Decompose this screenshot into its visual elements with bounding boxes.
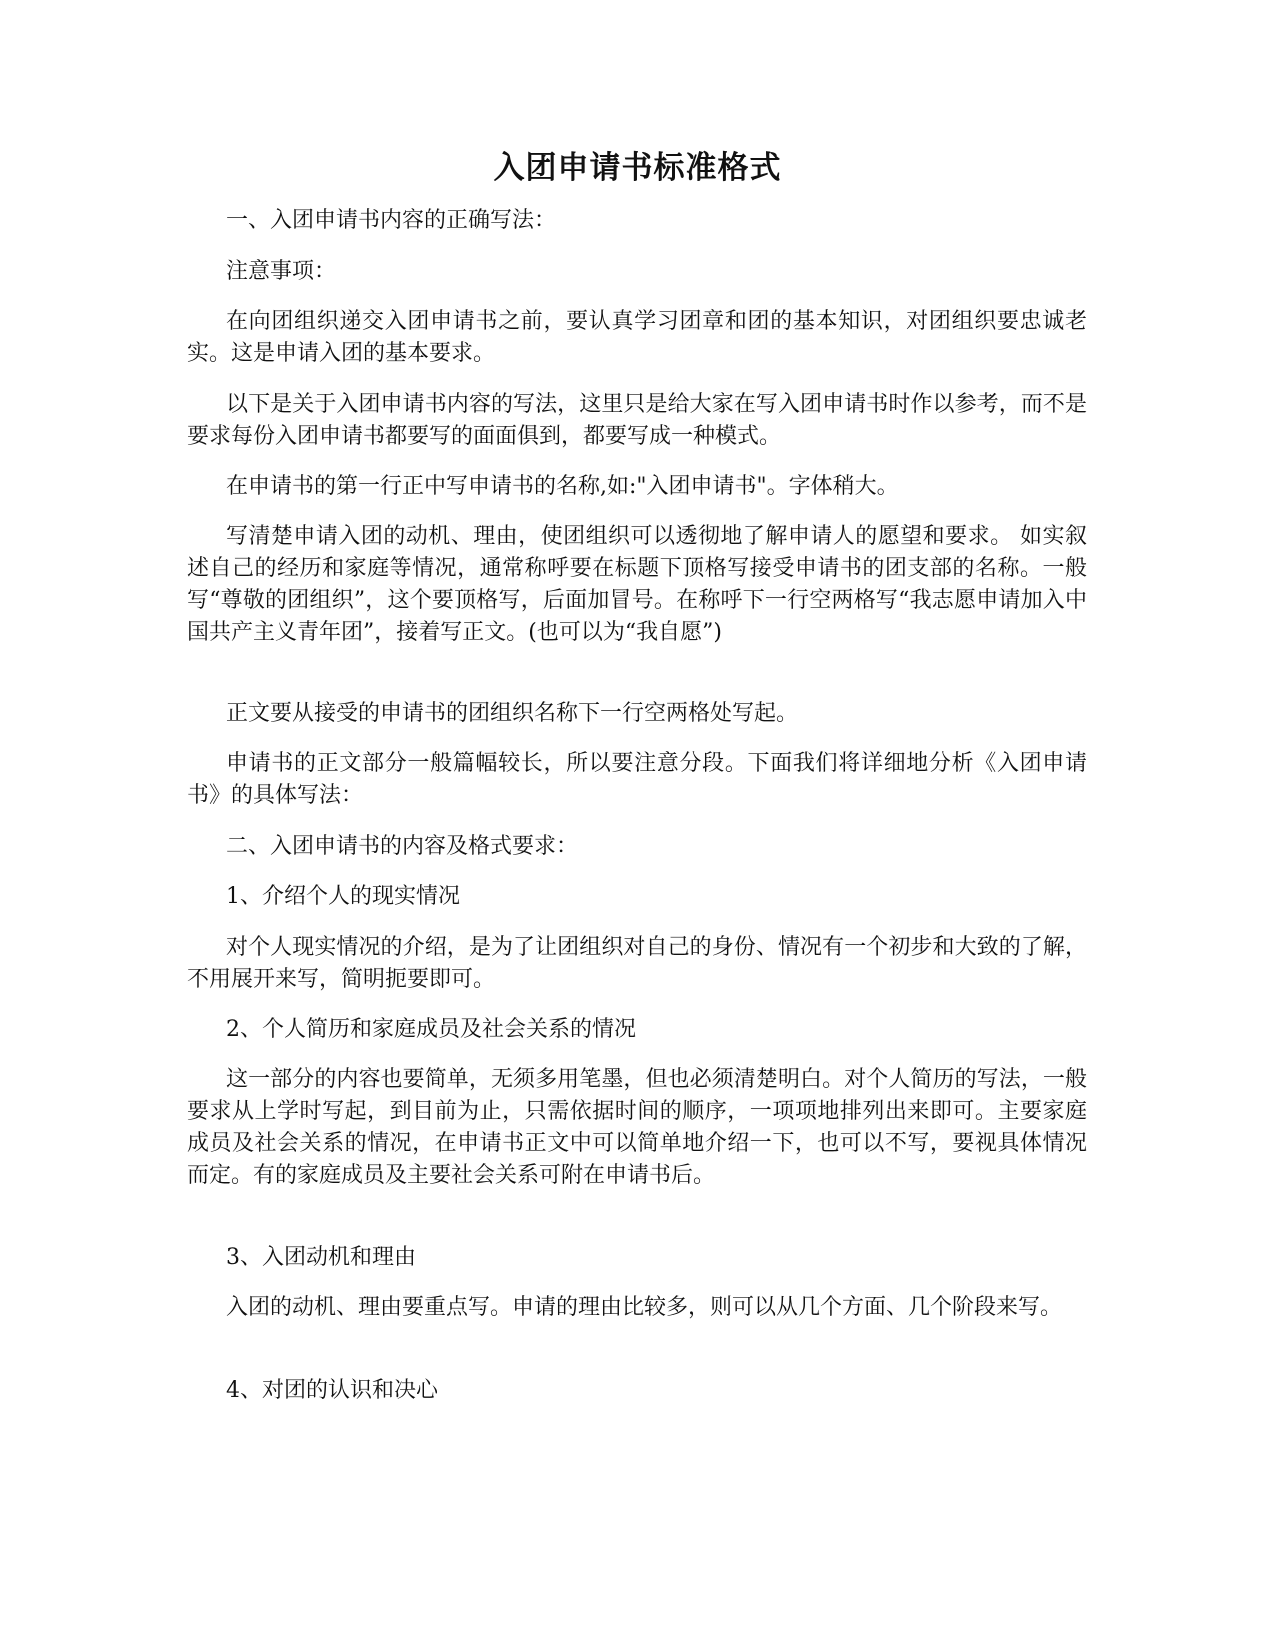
section-heading-1: 一、入团申请书内容的正确写法： [226,208,557,233]
numbered-heading-1: 1、介绍个人的现实情况 [226,884,460,909]
numbered-heading-4: 4、对团的认识和决心 [226,1378,438,1403]
paragraph: 对个人现实情况的介绍，是为了让团组织对自己的身份、情况有一个初步和大致的了解，不用展开来写，简明扼要即可。 [187,935,1087,992]
paragraph: 在申请书的第一行正中写申请书的名称,如:"入团申请书"。字体稍大。 [226,474,899,499]
paragraph: 申请书的正文部分一般篇幅较长，所以要注意分段。下面我们将详细地分析《入团申请书》的具体写法： [187,751,1087,808]
paragraph: 注意事项： [226,259,337,284]
paragraph: 入团的动机、理由要重点写。申请的理由比较多，则可以从几个方面、几个阶段来写。 [226,1295,1063,1320]
numbered-heading-3: 3、入团动机和理由 [226,1245,416,1270]
document-title: 入团申请书标准格式 [493,150,782,186]
paragraph: 写清楚申请入团的动机、理由，使团组织可以透彻地了解申请人的愿望和要求。 如实叙述自己的经历和家庭等情况，通常称呼要在标题下顶格写接受申请书的团支部的名称。一般写“尊敬的团组织”，这个要顶格写，后面加冒号。在称呼下一行空两格写“我志愿申请加入中国共产主义青年团”，接着写正文。(也可以为“我自愿”) [187,524,1087,645]
numbered-heading-2: 2、个人简历和家庭成员及社会关系的情况 [226,1017,636,1042]
paragraph: 正文要从接受的申请书的团组织名称下一行空两格处写起。 [226,701,799,726]
paragraph: 在向团组织递交入团申请书之前，要认真学习团章和团的基本知识，对团组织要忠诚老实。这是申请入团的基本要求。 [187,309,1087,366]
section-heading-2: 二、入团申请书的内容及格式要求： [226,834,579,859]
paragraph: 这一部分的内容也要简单，无须多用笔墨，但也必须清楚明白。对个人简历的写法，一般要求从上学时写起，到目前为止，只需依据时间的顺序，一项项地排列出来即可。主要家庭成员及社会关系的情况，在申请书正文中可以简单地介绍一下，也可以不写，要视具体情况而定。有的家庭成员及主要社会关系可附在申请书后。 [187,1067,1087,1188]
paragraph: 以下是关于入团申请书内容的写法，这里只是给大家在写入团申请书时作以参考，而不是要求每份入团申请书都要写的面面俱到，都要写成一种模式。 [187,392,1087,449]
